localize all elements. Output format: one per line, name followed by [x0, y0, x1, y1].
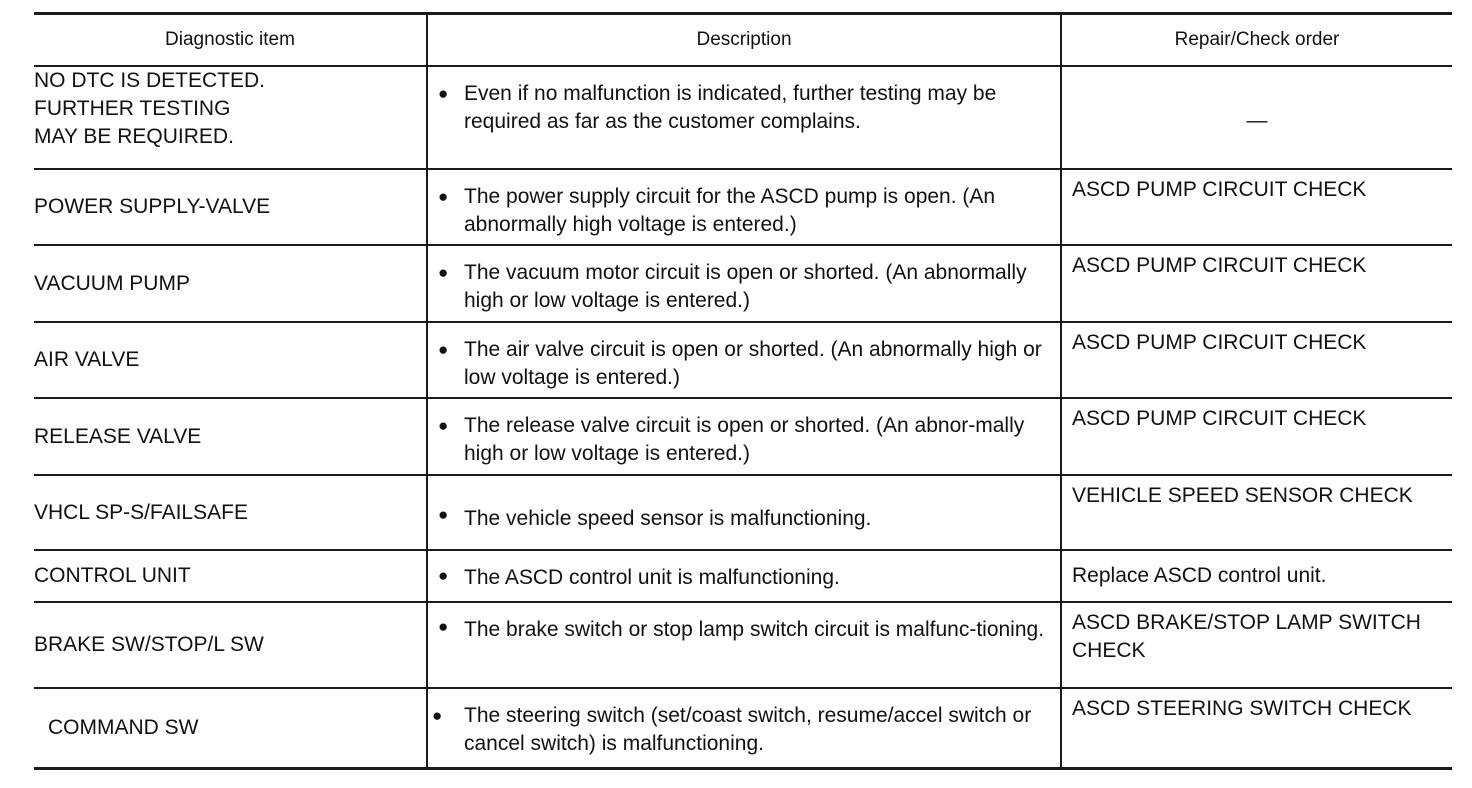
diagnostic-item: BRAKE SW/STOP/L SW [34, 602, 427, 688]
bullet-icon: ● [438, 505, 449, 524]
description-cell: ● The brake switch or stop lamp switch circuit is malfunc-tioning. [427, 602, 1061, 688]
description-cell: ● The power supply circuit for the ASCD pump is open. (An abnormally high voltage is entered.) [427, 169, 1061, 245]
table-row [34, 550, 1452, 602]
table-row [34, 66, 1452, 169]
repair-order: ASCD PUMP CIRCUIT CHECK [1061, 245, 1452, 322]
repair-order: ASCD STEERING SWITCH CHECK [1061, 688, 1452, 768]
diagnostic-item: COMMAND SW [34, 688, 427, 768]
bullet-icon: ● [438, 416, 449, 435]
description-cell: ● The air valve circuit is open or shorted. (An abnormally high or low voltage is entered.) [427, 322, 1061, 398]
repair-order: ASCD PUMP CIRCUIT CHECK [1061, 169, 1452, 245]
repair-order: ASCD PUMP CIRCUIT CHECK [1061, 398, 1452, 475]
repair-order: ASCD BRAKE/STOP LAMP SWITCH CHECK [1061, 602, 1452, 688]
table-row [34, 475, 1452, 550]
description-cell: ● The vacuum motor circuit is open or shorted. (An abnormally high or low voltage is entered.) [427, 245, 1061, 322]
description-cell: ● The steering switch (set/coast switch, resume/accel switch or cancel switch) is malfunctioning. [427, 688, 1061, 768]
description-cell: ● The release valve circuit is open or shorted. (An abnor-mally high or low voltage is entered.) [427, 398, 1061, 475]
repair-order: VEHICLE SPEED SENSOR CHECK [1061, 475, 1452, 550]
description-cell: ● Even if no malfunction is indicated, further testing may be required as far as the customer complains. [427, 66, 1061, 169]
diagnostic-item: AIR VALVE [34, 322, 427, 398]
header-description: Description [427, 14, 1061, 67]
repair-order: ASCD PUMP CIRCUIT CHECK [1061, 322, 1452, 398]
description-cell: ● The vehicle speed sensor is malfunctioning. [427, 475, 1061, 550]
header-row [34, 14, 1452, 67]
bullet-icon: ● [432, 706, 443, 725]
diagnostic-table [34, 12, 1452, 770]
diagnostic-item: CONTROL UNIT [34, 550, 427, 602]
header-diagnostic-item: Diagnostic item [34, 14, 427, 67]
bullet-icon: ● [438, 566, 449, 585]
table-row [34, 322, 1452, 398]
diagnostic-item: VACUUM PUMP [34, 245, 427, 322]
diagnostic-item: RELEASE VALVE [34, 398, 427, 475]
description-cell: ● The ASCD control unit is malfunctioning. [427, 550, 1061, 602]
table-row [34, 602, 1452, 688]
diagnostic-item: NO DTC IS DETECTED. FURTHER TESTING MAY BE REQUIRED. [34, 66, 427, 169]
header-repair-check-order: Repair/Check order [1061, 14, 1452, 67]
repair-order: — [1061, 66, 1452, 169]
table-row [34, 688, 1452, 768]
repair-order: Replace ASCD control unit. [1061, 550, 1452, 602]
diagnostic-item: POWER SUPPLY-VALVE [34, 169, 427, 245]
bullet-icon: ● [438, 187, 449, 206]
bullet-icon: ● [438, 84, 449, 103]
table-row [34, 169, 1452, 245]
bullet-icon: ● [438, 340, 449, 359]
bullet-icon: ● [438, 263, 449, 282]
table-row [34, 245, 1452, 322]
bullet-icon: ● [438, 617, 449, 636]
table-row [34, 398, 1452, 475]
diagnostic-item: VHCL SP-S/FAILSAFE [34, 475, 427, 550]
